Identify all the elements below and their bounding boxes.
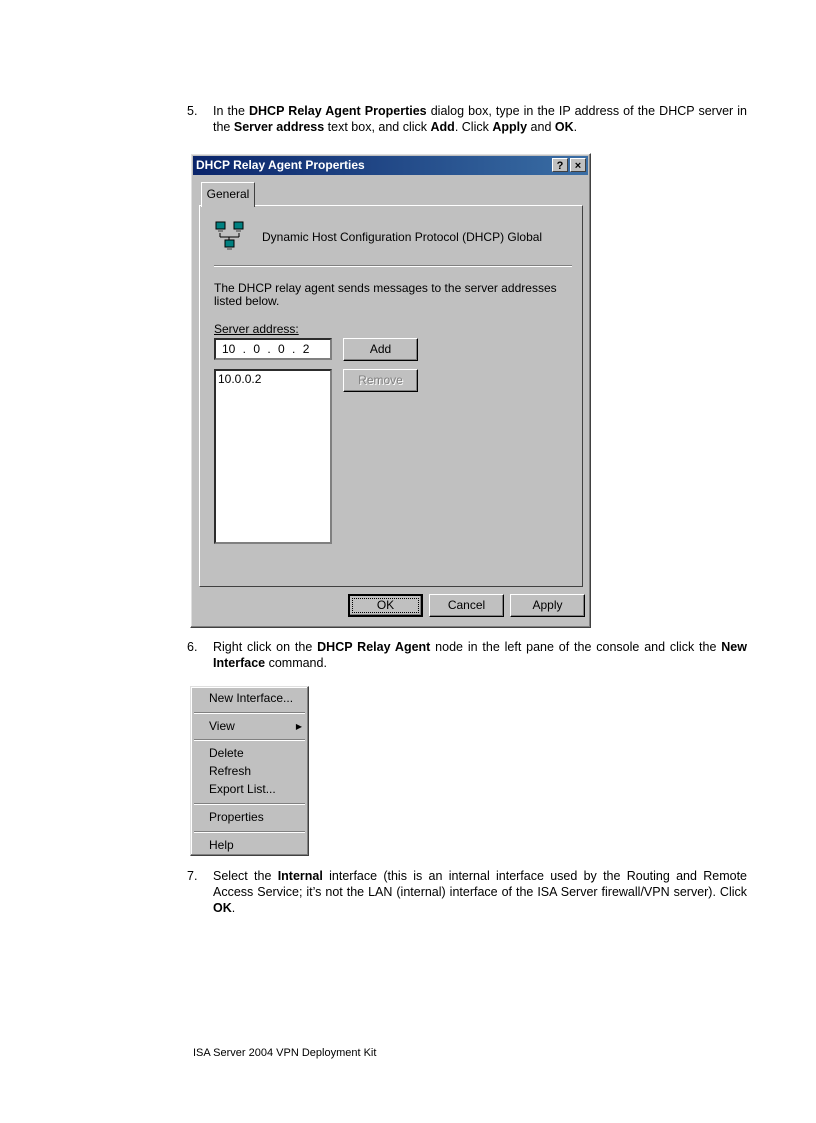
- text-run: dialog box, type in the IP address of the DHCP server in the: [213, 104, 748, 134]
- bold-term: OK: [554, 120, 574, 134]
- text-run: and: [527, 120, 555, 134]
- submenu-arrow-icon: ▶: [295, 722, 302, 731]
- cancel-button[interactable]: Cancel: [429, 594, 504, 617]
- step-text: [213, 103, 747, 135]
- server-address-label: [214, 322, 299, 336]
- menu-item-refresh[interactable]: Refresh: [209, 764, 252, 778]
- step-number: 6.: [187, 640, 198, 654]
- text-run: node in the left pane of the console and click the: [430, 640, 722, 654]
- bold-term: Server address: [233, 120, 325, 134]
- close-button[interactable]: ×: [570, 158, 586, 172]
- step-number: 5.: [187, 104, 198, 118]
- ok-button[interactable]: OK: [348, 594, 423, 617]
- menu-item-help[interactable]: Help: [209, 838, 234, 852]
- text-run: .: [573, 120, 578, 134]
- menu-item-properties[interactable]: Properties: [209, 810, 264, 824]
- network-computers-icon: [214, 220, 246, 252]
- bold-term: DHCP Relay Agent Properties: [249, 104, 427, 118]
- text-run: . Click: [454, 120, 493, 134]
- dialog-titlebar[interactable]: [193, 156, 588, 175]
- text-run: text box, and click: [324, 120, 431, 134]
- menu-separator: [194, 712, 305, 714]
- dialog-title: DHCP Relay Agent Properties: [196, 158, 365, 172]
- menu-item-delete[interactable]: Delete: [209, 746, 244, 760]
- context-menu: [190, 686, 309, 856]
- protocol-header-text: Dynamic Host Configuration Protocol (DHCP) Global: [262, 230, 543, 244]
- step-text: [213, 639, 747, 671]
- server-address-list[interactable]: [214, 369, 332, 544]
- menu-item-view[interactable]: View: [209, 719, 235, 733]
- bold-term: DHCP Relay Agent: [317, 640, 431, 654]
- text-run: interface (this is an internal interface used by the Routing and Remote Access Service; it’s not the LAN (internal) interface of the ISA Server firewall/VPN server). Click: [213, 869, 747, 899]
- add-button[interactable]: Add: [343, 338, 418, 361]
- tab-general[interactable]: General: [201, 182, 255, 207]
- step-7: [187, 868, 747, 916]
- help-button[interactable]: ?: [552, 158, 568, 172]
- list-item[interactable]: 10.0.0.2: [218, 372, 262, 386]
- bold-term: OK: [213, 901, 232, 915]
- bold-term: Internal: [277, 869, 323, 883]
- bold-term: Apply: [492, 120, 528, 134]
- remove-button[interactable]: Remove: [343, 369, 418, 392]
- step-5: [187, 103, 747, 135]
- bold-term: Add: [430, 120, 455, 134]
- dhcp-relay-properties-dialog: [190, 153, 591, 628]
- menu-separator: [194, 739, 305, 741]
- separator: [214, 265, 572, 267]
- server-address-input[interactable]: 10 . 0 . 0 . 2: [214, 338, 332, 360]
- description-text: The DHCP relay agent sends messages to the server addresses listed below.: [214, 281, 557, 308]
- step-text: [213, 868, 747, 916]
- general-tab-panel: [199, 205, 583, 587]
- text-run: Right click on the: [213, 640, 318, 654]
- menu-separator: [194, 803, 305, 805]
- menu-item-export-list[interactable]: Export List...: [209, 782, 276, 796]
- bold-term: New Interface: [213, 640, 747, 670]
- step-number: 7.: [187, 869, 198, 883]
- menu-item-new-interface[interactable]: New Interface...: [209, 691, 294, 705]
- text-run: .: [231, 901, 236, 915]
- text-run: Select the: [213, 869, 278, 883]
- server-address-label-text: Server address:: [214, 322, 299, 336]
- page-footer: ISA Server 2004 VPN Deployment Kit: [193, 1047, 377, 1059]
- apply-button[interactable]: Apply: [510, 594, 585, 617]
- menu-separator: [194, 831, 305, 833]
- text-run: command.: [265, 656, 327, 670]
- step-6: [187, 639, 747, 671]
- text-run: In the: [213, 104, 249, 118]
